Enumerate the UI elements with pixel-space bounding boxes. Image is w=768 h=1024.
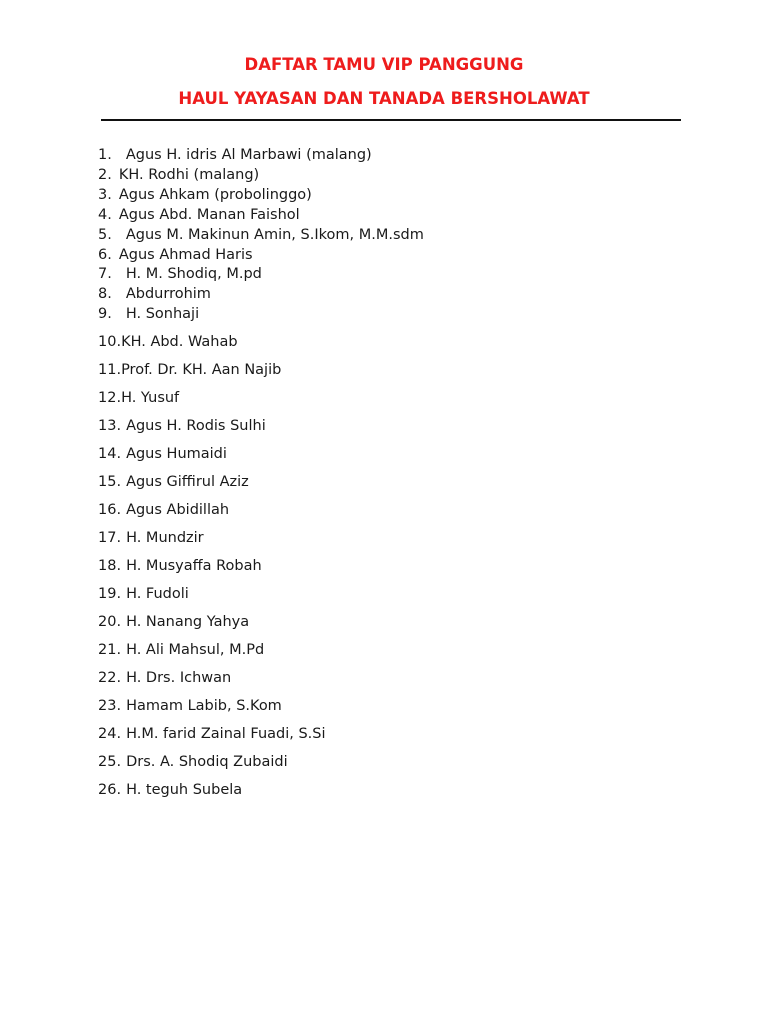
list-item	[98, 333, 238, 351]
list-item-number: 13.	[98, 418, 122, 434]
list-item	[98, 529, 204, 547]
list-item-name: H. Sonhaji	[125, 306, 200, 322]
list-item-name: H. teguh Subela	[126, 782, 243, 798]
list-item-number: 4.	[98, 207, 112, 223]
list-item-number: 2.	[98, 167, 112, 183]
list-item	[98, 206, 300, 224]
list-item-name: Prof. Dr. KH. Aan Najib	[121, 362, 282, 378]
list-item-name: H. M. Shodiq, M.pd	[125, 266, 262, 282]
list-item-name: Hamam Labib, S.Kom	[126, 698, 282, 714]
list-item	[98, 285, 211, 303]
list-item	[98, 725, 326, 743]
list-item-number: 1.	[98, 147, 112, 163]
list-item	[98, 445, 227, 463]
document-subtitle: HAUL YAYASAN DAN TANADA BERSHOLAWAT	[178, 89, 590, 108]
list-item-number: 14.	[98, 446, 122, 462]
list-item	[98, 781, 242, 799]
list-item	[98, 146, 372, 164]
list-item	[98, 226, 424, 244]
title-divider	[101, 119, 681, 121]
list-item-name: H. Drs. Ichwan	[126, 670, 232, 686]
list-item-number: 25.	[98, 754, 122, 770]
list-item-name: Abdurrohim	[125, 286, 211, 302]
list-item-number: 21.	[98, 642, 122, 658]
list-item-name: Agus M. Makinun Amin, S.Ikom, M.M.sdm	[125, 227, 424, 243]
list-item-number: 18.	[98, 558, 122, 574]
list-item	[98, 186, 312, 204]
list-item-number: 22.	[98, 670, 122, 686]
list-item-number: 26.	[98, 782, 122, 798]
list-item-name: H. Fudoli	[126, 586, 189, 602]
list-item-number: 20.	[98, 614, 122, 630]
list-item-name: Agus Ahmad Haris	[118, 247, 253, 263]
list-item-number: 10.	[98, 334, 122, 350]
list-item-number: 17.	[98, 530, 122, 546]
list-item-number: 5.	[98, 227, 112, 243]
list-item	[98, 613, 249, 631]
list-item-name: Drs. A. Shodiq Zubaidi	[126, 754, 288, 770]
list-item	[98, 389, 179, 407]
list-item-name: KH. Abd. Wahab	[121, 334, 238, 350]
list-item	[98, 361, 281, 379]
list-item	[98, 585, 189, 603]
list-item-name: Agus H. idris Al Marbawi (malang)	[125, 147, 372, 163]
list-item-number: 6.	[98, 247, 112, 263]
list-item-name: H. Musyaffa Robah	[126, 558, 262, 574]
list-item-name: H. Mundzir	[126, 530, 204, 546]
list-item	[98, 246, 253, 264]
list-item-name: H. Ali Mahsul, M.Pd	[126, 642, 265, 658]
list-item-number: 3.	[98, 187, 112, 203]
list-item-number: 16.	[98, 502, 122, 518]
list-item-number: 19.	[98, 586, 122, 602]
list-item-number: 23.	[98, 698, 122, 714]
list-item-number: 12.	[98, 390, 122, 406]
list-item	[98, 641, 264, 659]
list-item	[98, 669, 231, 687]
list-item-name: Agus Abd. Manan Faishol	[118, 207, 300, 223]
list-item-number: 8.	[98, 286, 112, 302]
list-item	[98, 753, 288, 771]
list-item	[98, 265, 262, 283]
list-item-number: 15.	[98, 474, 122, 490]
list-item-number: 9.	[98, 306, 112, 322]
list-item-name: H. Nanang Yahya	[126, 614, 250, 630]
list-item	[98, 417, 266, 435]
list-item-number: 11.	[98, 362, 122, 378]
list-item-name: Agus Humaidi	[126, 446, 227, 462]
list-item-name: H.M. farid Zainal Fuadi, S.Si	[126, 726, 326, 742]
list-item-name: Agus Giffirul Aziz	[126, 474, 249, 490]
list-item-number: 7.	[98, 266, 112, 282]
list-item-name: Agus H. Rodis Sulhi	[126, 418, 266, 434]
list-item-number: 24.	[98, 726, 122, 742]
list-item-name: Agus Abidillah	[126, 502, 230, 518]
list-item	[98, 305, 199, 323]
list-item-name: KH. Rodhi (malang)	[118, 167, 260, 183]
list-item	[98, 697, 282, 715]
list-item-name: H. Yusuf	[121, 390, 180, 406]
document-title: DAFTAR TAMU VIP PANGGUNG	[244, 55, 524, 74]
list-item	[98, 473, 249, 491]
list-item	[98, 557, 262, 575]
list-item	[98, 166, 259, 184]
list-item	[98, 501, 229, 519]
list-item-name: Agus Ahkam (probolinggo)	[118, 187, 312, 203]
